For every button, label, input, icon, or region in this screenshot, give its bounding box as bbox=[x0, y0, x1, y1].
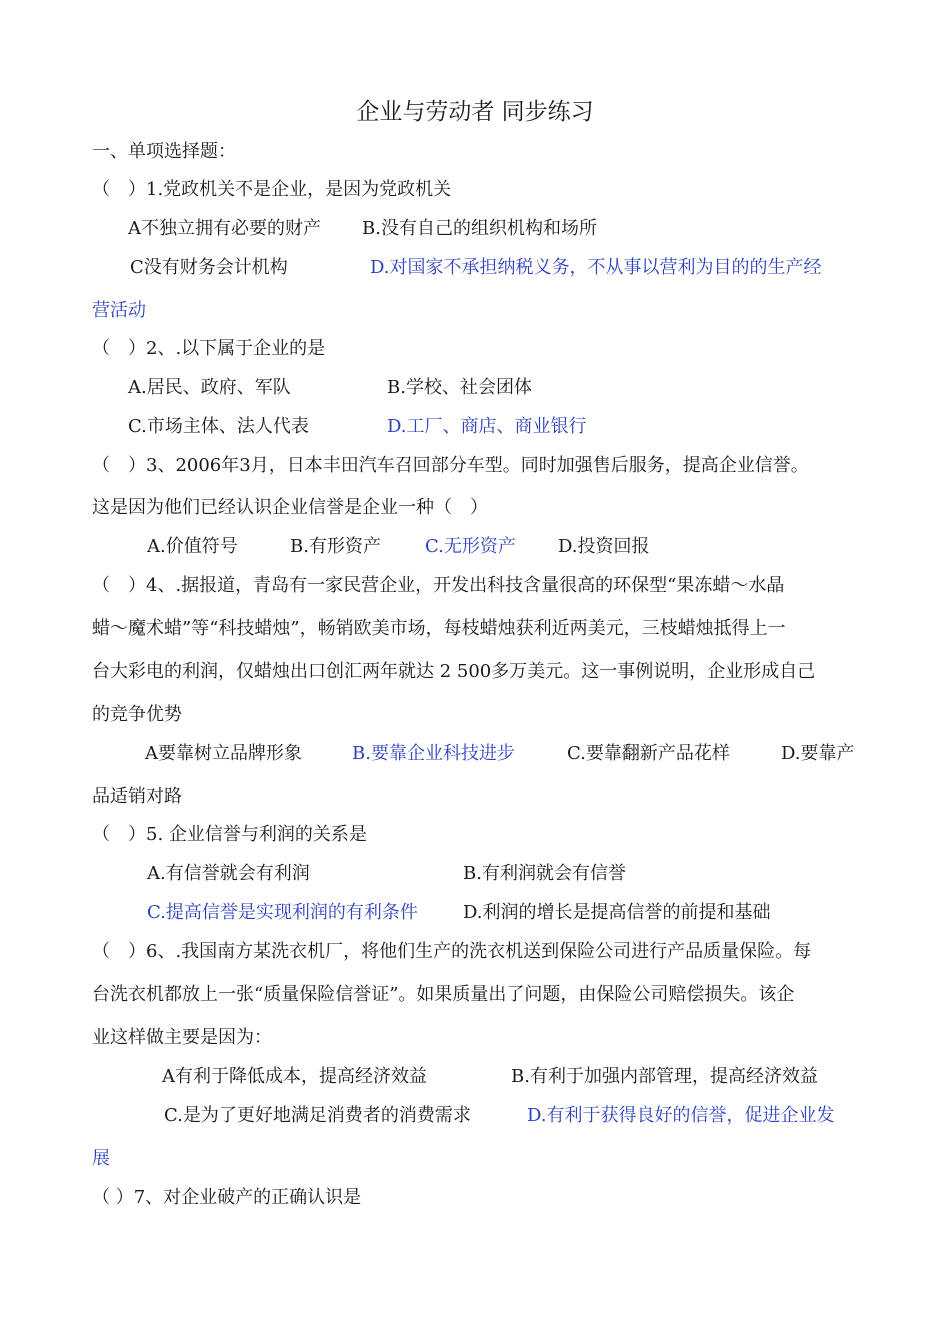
q5-option-a: A.有信誉就会有利润 bbox=[147, 863, 310, 884]
q2-option-a: A.居民、政府、军队 bbox=[128, 377, 291, 398]
q4-option-c: C.要靠翻新产品花样 bbox=[567, 743, 730, 764]
q4-stem-line1: （ ）4、.据报道，青岛有一家民营企业，开发出科技含量很高的环保型“果冻蜡～水晶 bbox=[92, 575, 785, 596]
q4-stem-line2: 蜡～魔术蜡”等“科技蜡烛”，畅销欧美市场，每枝蜡烛获利近两美元，三枝蜡烛抵得上一 bbox=[92, 618, 786, 639]
q3-option-c-answer: C.无形资产 bbox=[425, 536, 516, 557]
q3-stem-line2: 这是因为他们已经认识企业信誉是企业一种（ ） bbox=[92, 497, 488, 518]
q6-option-d-answer-cont: 展 bbox=[92, 1148, 110, 1169]
q6-option-d-answer: D.有利于获得良好的信誉，促进企业发 bbox=[527, 1105, 835, 1126]
q6-stem-line3: 业这样做主要是因为： bbox=[92, 1027, 272, 1048]
q4-option-b-answer: B.要靠企业科技进步 bbox=[352, 743, 515, 764]
q1-option-d-answer: D.对国家不承担纳税义务，不从事以营利为目的的生产经 bbox=[370, 257, 822, 278]
q5-stem: （ ）5. 企业信誉与利润的关系是 bbox=[92, 824, 367, 845]
q2-option-d-answer: D.工厂、商店、商业银行 bbox=[387, 416, 587, 437]
q6-stem-line2: 台洗衣机都放上一张“质量保险信誉证”。如果质量出了问题，由保险公司赔偿损失。该企 bbox=[92, 984, 795, 1005]
section-heading: 一、单项选择题： bbox=[92, 141, 236, 162]
q6-option-a: A有利于降低成本，提高经济效益 bbox=[162, 1066, 427, 1087]
q1-option-a: A不独立拥有必要的财产 bbox=[128, 218, 321, 239]
q6-option-c: C.是为了更好地满足消费者的消费需求 bbox=[164, 1105, 471, 1126]
q3-option-b: B.有形资产 bbox=[290, 536, 381, 557]
q7-stem: （ ）7、对企业破产的正确认识是 bbox=[92, 1187, 362, 1208]
q2-option-c: C.市场主体、法人代表 bbox=[128, 416, 309, 437]
q5-option-d: D.利润的增长是提高信誉的前提和基础 bbox=[463, 902, 771, 923]
q1-stem: （ ）1.党政机关不是企业，是因为党政机关 bbox=[92, 179, 452, 200]
q3-stem-line1: （ ）3、2006年3月，日本丰田汽车召回部分车型。同时加强售后服务，提高企业信誉。 bbox=[92, 455, 809, 476]
page-title: 企业与劳动者 同步练习 bbox=[356, 99, 594, 125]
q2-stem: （ ）2、.以下属于企业的是 bbox=[92, 338, 326, 359]
q4-stem-line4: 的竞争优势 bbox=[92, 704, 182, 725]
q4-option-d: D.要靠产 bbox=[781, 743, 855, 764]
q1-option-b: B.没有自己的组织机构和场所 bbox=[362, 218, 597, 239]
q4-stem-line3: 台大彩电的利润，仅蜡烛出口创汇两年就达 2 500多万美元。这一事例说明，企业形成自己 bbox=[92, 661, 816, 682]
q6-option-b: B.有利于加强内部管理，提高经济效益 bbox=[511, 1066, 818, 1087]
q4-option-a: A要靠树立品牌形象 bbox=[145, 743, 302, 764]
q1-option-d-answer-cont: 营活动 bbox=[92, 300, 146, 321]
q5-option-b: B.有利润就会有信誉 bbox=[463, 863, 626, 884]
q1-option-c: C没有财务会计机构 bbox=[130, 257, 288, 278]
q3-option-a: A.价值符号 bbox=[147, 536, 238, 557]
q5-option-c-answer: C.提高信誉是实现利润的有利条件 bbox=[147, 902, 418, 923]
q3-option-d: D.投资回报 bbox=[558, 536, 650, 557]
q6-stem-line1: （ ）6、.我国南方某洗衣机厂，将他们生产的洗衣机送到保险公司进行产品质量保险。每 bbox=[92, 941, 812, 962]
q4-option-d-cont: 品适销对路 bbox=[92, 786, 182, 807]
q2-option-b: B.学校、社会团体 bbox=[387, 377, 532, 398]
